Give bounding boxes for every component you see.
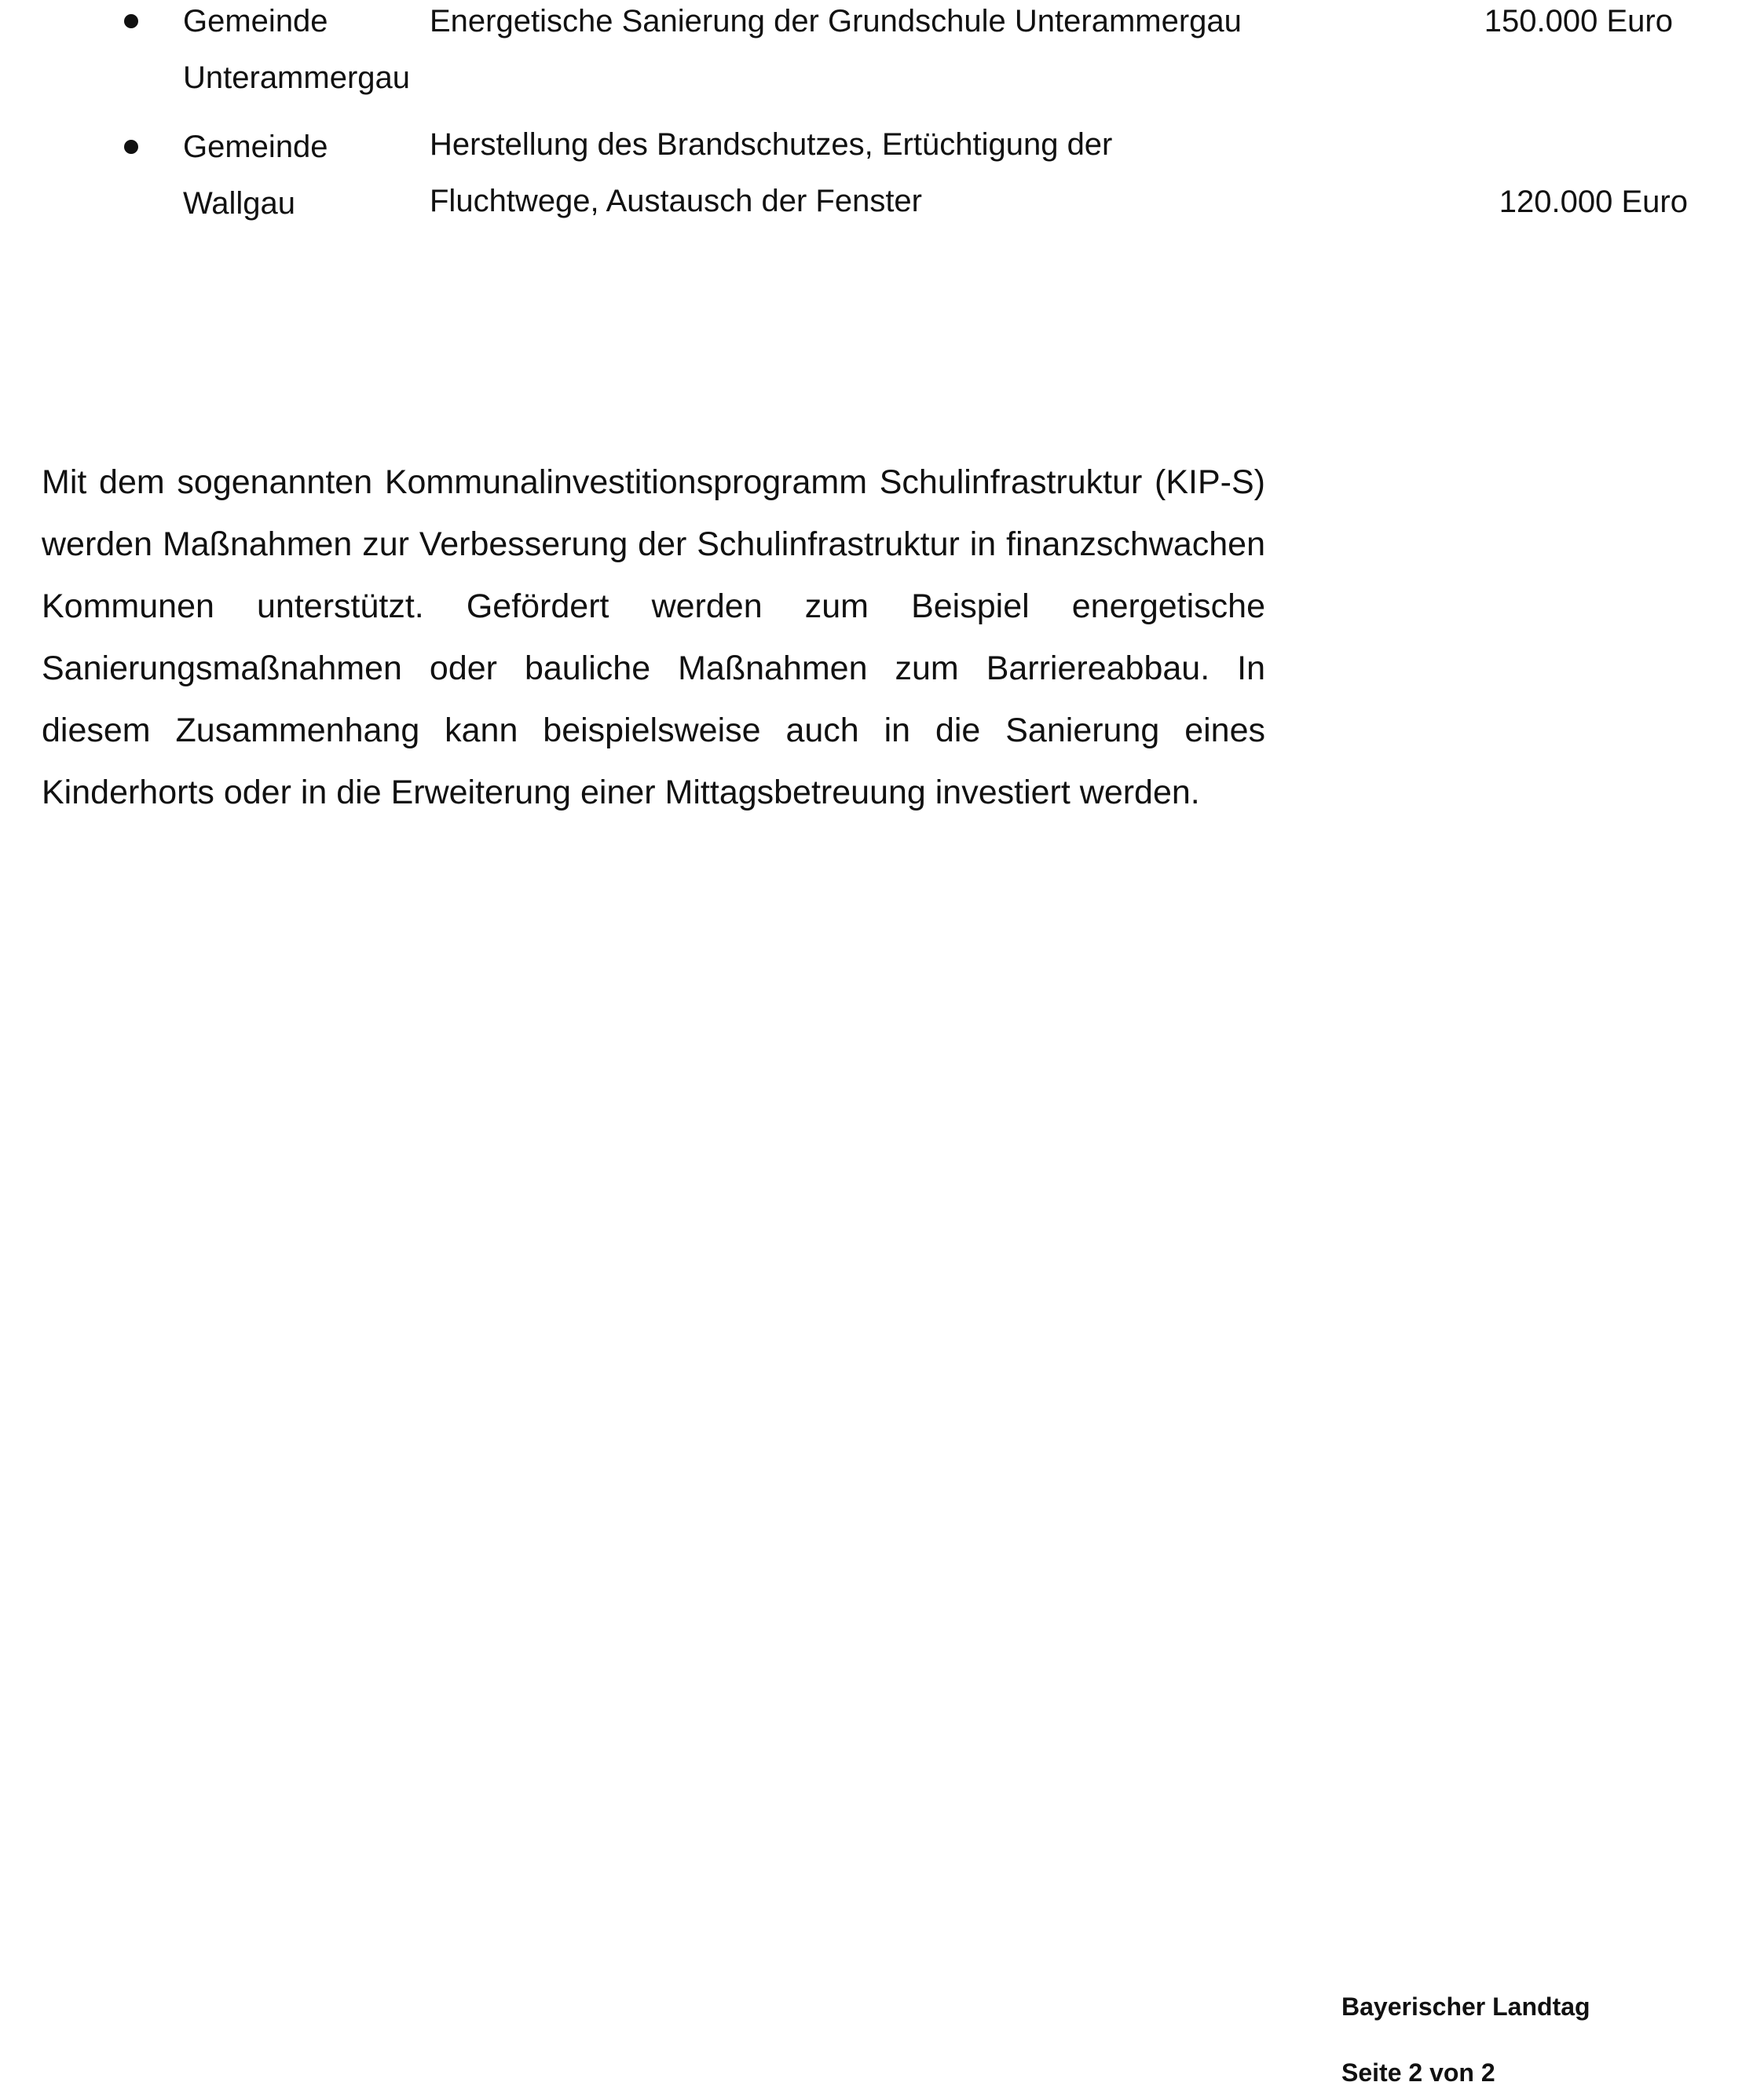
municipality-name: Gemeinde Wallgau (183, 130, 328, 221)
measure-description: Herstellung des Brandschutzes, Ertüchtigung der Fluchtwege, Austausch der Fenster (430, 127, 1113, 218)
body-paragraph: Mit dem sogenannten Kommunalinvestitionsprogramm Schulinfrastruktur (KIP-S) werden Maßnahmen zur Verbesserung der Schulinfrastruktur in finanzschwachen Kommunen unterstützt. Gefördert werden zum Beispiel energetische Sanierungsmaßnahmen oder bauliche Maßnahmen zum Barriereabbau. In diesem Zusammenhang kann beispielsweise auch in die Sanierung eines Kinderhorts oder in die Erweiterung einer Mittagsbetreuung investiert werden. (42, 463, 1265, 811)
municipality-name: Gemeinde Unterammergau (183, 4, 411, 95)
measure-description: Energetische Sanierung der Grundschule Unterammergau (430, 4, 1242, 38)
bullet-icon (124, 14, 138, 28)
footer-page-number: Seite 2 von 2 (1341, 2058, 1495, 2087)
funding-amount: 120.000 Euro (1499, 185, 1688, 219)
footer-organization: Bayerischer Landtag (1341, 1992, 1590, 2021)
funding-amount: 150.000 Euro (1484, 4, 1673, 38)
bullet-icon (124, 140, 138, 154)
